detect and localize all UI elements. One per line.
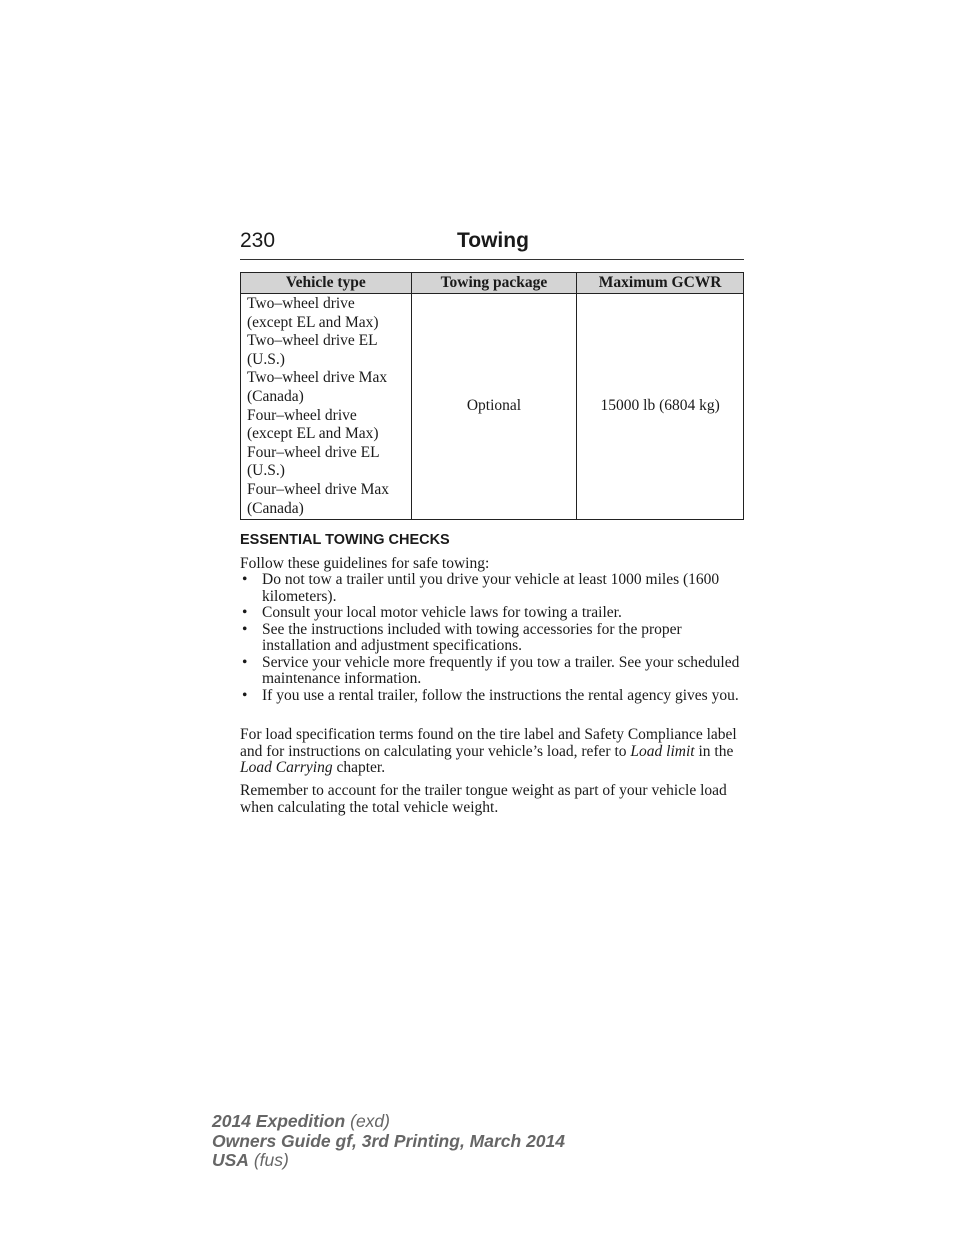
column-header-towing-package: Towing package bbox=[411, 273, 577, 294]
section-heading: ESSENTIAL TOWING CHECKS bbox=[240, 532, 450, 548]
page-number: 230 bbox=[240, 229, 276, 252]
towing-package-cell: Optional bbox=[411, 294, 577, 520]
page-header bbox=[240, 229, 744, 259]
list-item bbox=[240, 655, 740, 688]
tongue-weight-paragraph: Remember to account for the trailer tongue weight as part of your vehicle load when calculating the total vehicle weight. bbox=[240, 782, 727, 816]
document-footer bbox=[212, 1112, 565, 1171]
vehicle-line: (except EL and Max) bbox=[247, 313, 379, 331]
bullet-icon: • bbox=[242, 620, 248, 638]
intro-text: Follow these guidelines for safe towing: bbox=[240, 555, 490, 572]
footer-model-code: (exd) bbox=[345, 1111, 390, 1131]
bullet-icon: • bbox=[242, 686, 248, 704]
list-item bbox=[240, 622, 740, 655]
vehicle-type-cell bbox=[241, 294, 412, 520]
list-item-text: If you use a rental trailer, follow the instructions the rental agency gives you. bbox=[262, 686, 739, 704]
vehicle-line: Two–wheel drive Max bbox=[247, 369, 388, 387]
column-header-max-gcwr: Maximum GCWR bbox=[577, 273, 744, 294]
max-gcwr-cell: 15000 lb (6804 kg) bbox=[577, 294, 744, 520]
bullet-icon: • bbox=[242, 604, 248, 621]
list-item bbox=[240, 688, 740, 705]
section-title: Towing bbox=[457, 229, 529, 252]
column-header-vehicle-type: Vehicle type bbox=[241, 273, 412, 294]
vehicle-line: (except EL and Max) bbox=[247, 425, 379, 443]
footer-line bbox=[212, 1132, 565, 1152]
footer-printing: Owners Guide gf, 3rd Printing, March 2014 bbox=[212, 1130, 565, 1151]
vehicle-line: Four–wheel drive bbox=[247, 406, 357, 424]
vehicle-line: Four–wheel drive Max bbox=[247, 480, 390, 498]
gcwr-table bbox=[240, 272, 744, 520]
footer-line bbox=[212, 1151, 565, 1171]
vehicle-line: Two–wheel drive EL bbox=[247, 332, 378, 350]
vehicle-line: (Canada) bbox=[247, 387, 304, 405]
table-row bbox=[241, 294, 744, 520]
list-item-text: Consult your local motor vehicle laws for towing a trailer. bbox=[262, 604, 622, 621]
vehicle-line: (U.S.) bbox=[247, 462, 285, 480]
para-text: chapter. bbox=[332, 759, 386, 776]
para-text: in the bbox=[694, 742, 734, 760]
list-item-text: Do not tow a trailer until you drive your vehicle at least 1000 miles (1600 kilometers). bbox=[262, 571, 720, 605]
header-divider bbox=[240, 259, 744, 260]
list-item bbox=[240, 605, 740, 622]
list-item bbox=[240, 572, 740, 605]
list-item-text: Service your vehicle more frequently if you tow a trailer. See your scheduled maintenance information. bbox=[262, 653, 740, 687]
footer-model: 2014 Expedition bbox=[212, 1111, 346, 1131]
towing-checks-list bbox=[240, 572, 740, 704]
bullet-icon: • bbox=[242, 571, 248, 588]
vehicle-line: Four–wheel drive EL bbox=[247, 443, 380, 461]
footer-line bbox=[212, 1112, 565, 1132]
para-text: For load specification terms found on the tire label and Safety Compliance label and for instructions on calculating your vehicle’s load, refer to bbox=[240, 726, 737, 760]
load-spec-paragraph bbox=[240, 727, 740, 777]
footer-market: USA bbox=[212, 1150, 249, 1170]
vehicle-line: (Canada) bbox=[247, 499, 304, 517]
vehicle-line: (U.S.) bbox=[247, 350, 285, 368]
load-carrying-reference: Load Carrying bbox=[240, 759, 333, 776]
table-header-row bbox=[241, 273, 744, 294]
vehicle-line: Two–wheel drive bbox=[247, 295, 355, 312]
list-item-text: See the instructions included with towing accessories for the proper installation and adjustment specifications. bbox=[262, 620, 682, 654]
load-limit-reference: Load limit bbox=[630, 742, 695, 760]
bullet-icon: • bbox=[242, 653, 248, 671]
footer-market-code: (fus) bbox=[248, 1150, 289, 1170]
